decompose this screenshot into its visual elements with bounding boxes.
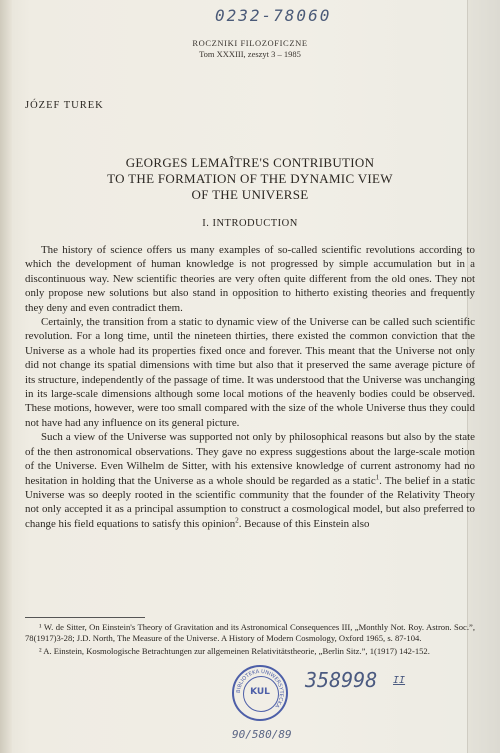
title-line: TO THE FORMATION OF THE DYNAMIC VIEW xyxy=(107,171,393,186)
footnote: ¹ W. de Sitter, On Einstein's Theory of Gravitation and its Astronomical Consequences III, „Monthly Not. Roy. Astron. Soc.”, 78(1917)3-28; J.D. North, The Measure of the Universe. A History of Modern Cosmology, Oxford 1965, s. 87-104. xyxy=(25,622,475,644)
library-stamp xyxy=(232,665,288,721)
section-heading: I. INTRODUCTION xyxy=(202,218,298,229)
journal-name: ROCZNIKI FILOZOFICZNE xyxy=(192,38,308,48)
paragraph-text: Such a view of the Universe was supported not only by philosophical reasons but also by the state of the then astronomical observations. They gave no express suggestions about the large-scale motion of the Universe. Even Wilhelm de Sitter, with his extensive knowledge of current astronomy had no hesitation in holding that the Universe as a whole should be regarded as a static xyxy=(25,431,475,487)
journal-issue: Tom XXXIII, zeszyt 3 – 1985 xyxy=(199,49,301,59)
page-binding-shadow xyxy=(0,0,12,753)
handwritten-top-code: 0232-78060 xyxy=(215,6,332,25)
title-line: GEORGES LEMAÎTRE'S CONTRIBUTION xyxy=(125,155,375,170)
article-body xyxy=(25,243,475,531)
footnote: ² A. Einstein, Kosmologische Betrachtungen zur allgemeinen Relativitätstheorie, „Berlin Sitz.”, 1(1917) 142-152. xyxy=(39,645,430,656)
paragraph: Certainly, the transition from a static to dynamic view of the Universe can be called such scientific revolution. For a long time, until the nineteen thirties, there existed the common conviction that the Universe as a whole had its properties fixed once and forever. This meant that the Universe not only did not change its spatial dimensions with time but also that it preserved the same average picture of its structure, independently of the passage of time. It was understood that the Universe was unchanging in its large-scale dimensions although some local motions of the heavenly bodies could be observed. These motions, however, were too small compared with the size of the whole Universe thus they could not have had any influence on its general picture. xyxy=(25,316,475,429)
svg-text:BIBLIOTEKA UNIWERSYTECKA: BIBLIOTEKA UNIWERSYTECKA xyxy=(235,668,285,709)
paragraph-text: . Because of this Einstein also xyxy=(238,517,370,530)
paragraph xyxy=(25,430,475,531)
journal-header xyxy=(160,38,340,60)
footnote-ref: 1 xyxy=(375,472,380,481)
footnote-ref: 2 xyxy=(235,516,239,525)
paragraph: The history of science offers us many examples of so-called scientific revolutions according to which the development of human knowledge is not progressed by simple accumulation but in a discontinuous way. New scientific theories are very often quite different from the old ones. They not only propose new solutions but also stand in opposition to hitherto existing theories and frequently they deny and even contradict them. xyxy=(25,244,475,314)
article-title xyxy=(60,155,440,203)
handwritten-bottom-note: 90/580/89 xyxy=(232,728,292,741)
stamp-center-text: KUL xyxy=(250,687,270,697)
footnotes xyxy=(25,622,475,658)
footnote-divider xyxy=(25,617,145,618)
handwritten-catalog-sub: II xyxy=(393,675,406,686)
handwritten-catalog-number: 358998 xyxy=(305,668,378,692)
paragraph-text: . The belief in a static Universe was so deeply rooted in the scientific community that the founder of the Relativity Theory not only accepted it as a principal assumption to construct a cosmological model, but also preferred to change his field equations to satisfy this opinion xyxy=(25,474,475,530)
author-name: JÓZEF TUREK xyxy=(25,100,104,111)
title-line: OF THE UNIVERSE xyxy=(191,187,309,202)
